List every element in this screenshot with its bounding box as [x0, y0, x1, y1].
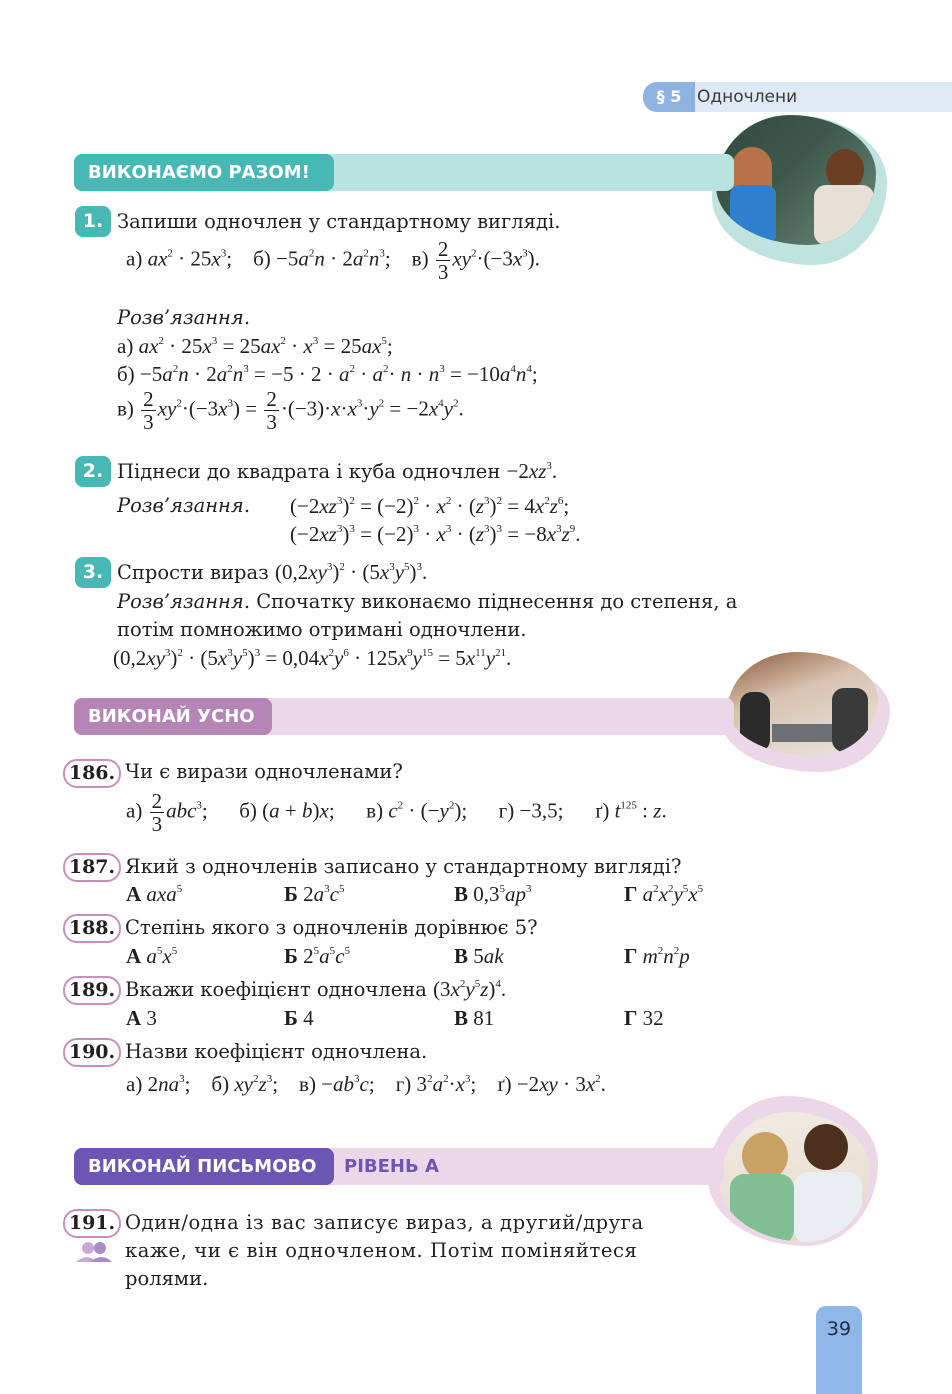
exercise-189-option-g [624, 1008, 664, 1029]
exercise-189-task [125, 978, 506, 1001]
section-title: Одночлени [697, 87, 798, 107]
exercise-190-options: а) $2na^3$; б) $xy^2z^3$; $в) -ab^3c$; г) $3^2a^2\cdot x^3$; $ґ) -2xy \cdot 3x^2$. [126, 1072, 606, 1096]
example-3-solution-text2: потім помножимо отримані одночлени. [117, 618, 527, 641]
option-letter: Г [624, 944, 638, 968]
photo-high-five [728, 652, 878, 756]
oral-bar-label: ВИКОНАЙ УСНО [74, 698, 272, 735]
exercise-188-option-v: В 5ak [454, 944, 504, 968]
exercise-188-badge: 188. [63, 914, 121, 943]
exercise-189-task-text: Вкажи коефіцієнт одночлена [125, 978, 427, 1001]
exercise-188-option-b: Б $2^5a^5c^5$ [284, 944, 350, 968]
exercise-189-option-a [126, 1008, 157, 1029]
pair-work-icon [74, 1240, 114, 1264]
exercise-187-task: Який з одночленів записано у стандартному вигляді? [125, 855, 682, 878]
example-3-solution-text1: Спочатку виконаємо піднесення до степеня, а [250, 590, 738, 613]
option-letter: В [454, 882, 469, 906]
exercise-186-badge: 186. [63, 759, 121, 788]
exercise-186-task: Чи є вирази одночленами? [125, 760, 403, 783]
written-bar-label: ВИКОНАЙ ПИСЬМОВО [74, 1148, 334, 1185]
photo-blackboard-image [716, 115, 876, 245]
example-3-task-text: Спрости вираз [117, 561, 269, 584]
together-bar-label: ВИКОНАЄМО РАЗОМ! [74, 154, 334, 191]
page-number: 39 [816, 1306, 862, 1394]
example-3-solution-expr: $(0,2xy^3)^2 \cdot (5x^3y^5)^3 = 0,04x^2y^6 \cdot 125x^9y^{15} = 5x^{11}y^{21}$. [113, 646, 512, 670]
example-2-solution-cube: $(-2xz^3)^3 = (-2)^3 \cdot x^3 \cdot (z^3)^3 = -8x^3z^9$. [290, 522, 581, 546]
exercise-187-option-b: Б $2a^3c^5$ [284, 882, 345, 906]
exercise-191-line1: Один/одна із вас записує вираз, а другий/друга [125, 1211, 644, 1234]
example-2-task-text: Піднеси до квадрата і куба одночлен [117, 460, 501, 483]
exercise-191-line2: каже, чи є він одночленом. Потім поміняйтеся [125, 1239, 638, 1262]
option-value: 32 [642, 1006, 664, 1030]
exercise-187-option-g: Г $a^2x^2y^5x^5$ [624, 882, 704, 906]
option-value: 81 [473, 1006, 495, 1030]
exercise-189-task-expr: $(3x^2y^5z)^4$. [433, 977, 507, 1001]
exercise-187-option-v: В $0,3^5ap^3$ [454, 882, 532, 906]
option-letter: А [126, 882, 142, 906]
example-1-solution-a: а) $ax^2 \cdot 25x^3 = 25ax^2 \cdot x^3 = 25ax^5$; [117, 334, 393, 358]
example-3-task-expr: $(0,2xy^3)^2 \cdot (5x^3y^5)^3$. [274, 560, 428, 584]
exercise-188-task: Степінь якого з одночленів дорівнює 5? [125, 916, 538, 939]
option-letter: Г [624, 1006, 638, 1030]
example-1-expressions: а) $ax^2 \cdot 25x^3$; $б) -5a^2n \cdot 2a^2n^3$; в) $\frac{2}{3}$ $xy^2\cdot(-3x^3)$. [126, 237, 540, 285]
exercise-189-badge: 189. [63, 976, 121, 1005]
exercise-190-task: Назви коефіцієнт одночлена. [125, 1040, 428, 1063]
exercise-189-option-b [284, 1008, 314, 1029]
exercise-191-badge: 191. [63, 1209, 121, 1238]
exercise-188-option-a: А $a^5x^5$ [126, 944, 178, 968]
example-1-solution-c: в) $\frac{2}{3}$ $xy^2\cdot(-3x^3)$ = $\frac{2}{3}$ $\cdot(-3)\cdot x\cdot x^3\cdot y^2 = -2x^4y^2$. [117, 387, 464, 435]
exercise-186-options: а) $\frac{2}{3}$ abc$^3$; б) (a + b)x; в) $c^2 \cdot (-y^2)$; г) −3,5; ґ) $t^{125}$ : z. [126, 789, 667, 837]
exercise-187-option-a: А axa$^5$ [126, 882, 183, 906]
option-letter: Б [284, 944, 298, 968]
example-1-task: Запиши одночлен у стандартному вигляді. [117, 210, 561, 233]
option-value: 4 [303, 1006, 314, 1030]
exercise-191-line3: ролями. [125, 1267, 209, 1290]
example-2-solution-label: Розв’язання. [117, 494, 251, 517]
example-3-solution-label: Розв’язання. [117, 590, 251, 613]
example-1-badge: 1. [75, 206, 111, 237]
example-1-solution-label: Розв’язання. [117, 306, 251, 329]
option-letter: В [454, 1006, 469, 1030]
photo-students [720, 1112, 870, 1242]
example-2-solution-square: $(-2xz^3)^2 = (-2)^2 \cdot x^2 \cdot (z^3)^2 = 4x^2z^6$; [290, 494, 570, 518]
option-letter: Б [284, 882, 298, 906]
exercise-190-badge: 190. [63, 1038, 121, 1067]
option-letter: Б [284, 1006, 298, 1030]
section-number: § 5 [643, 82, 695, 112]
option-letter: В [454, 944, 469, 968]
option-letter: Г [624, 882, 638, 906]
example-2-task [117, 460, 557, 483]
exercise-187-badge: 187. [63, 853, 121, 882]
option-letter: А [126, 1006, 142, 1030]
example-2-badge: 2. [75, 456, 111, 487]
example-3-solution-line1 [117, 590, 737, 613]
example-2-task-expr: $-2xz^3$. [506, 459, 558, 483]
option-letter: А [126, 944, 142, 968]
example-1-solution-b: $б) -5a^2n \cdot 2a^2n^3 = -5 \cdot 2 \cdot a^2 \cdot a^2\cdot n \cdot n^3 = -10a^4n^4$; [117, 362, 538, 386]
exercise-188-option-g: Г $m^2n^2p$ [624, 944, 690, 968]
level-label: РІВЕНЬ А [344, 1156, 439, 1177]
example-3-badge: 3. [75, 557, 111, 588]
exercise-189-option-v [454, 1008, 494, 1029]
example-3-task [117, 561, 427, 584]
option-value: 3 [146, 1006, 157, 1030]
